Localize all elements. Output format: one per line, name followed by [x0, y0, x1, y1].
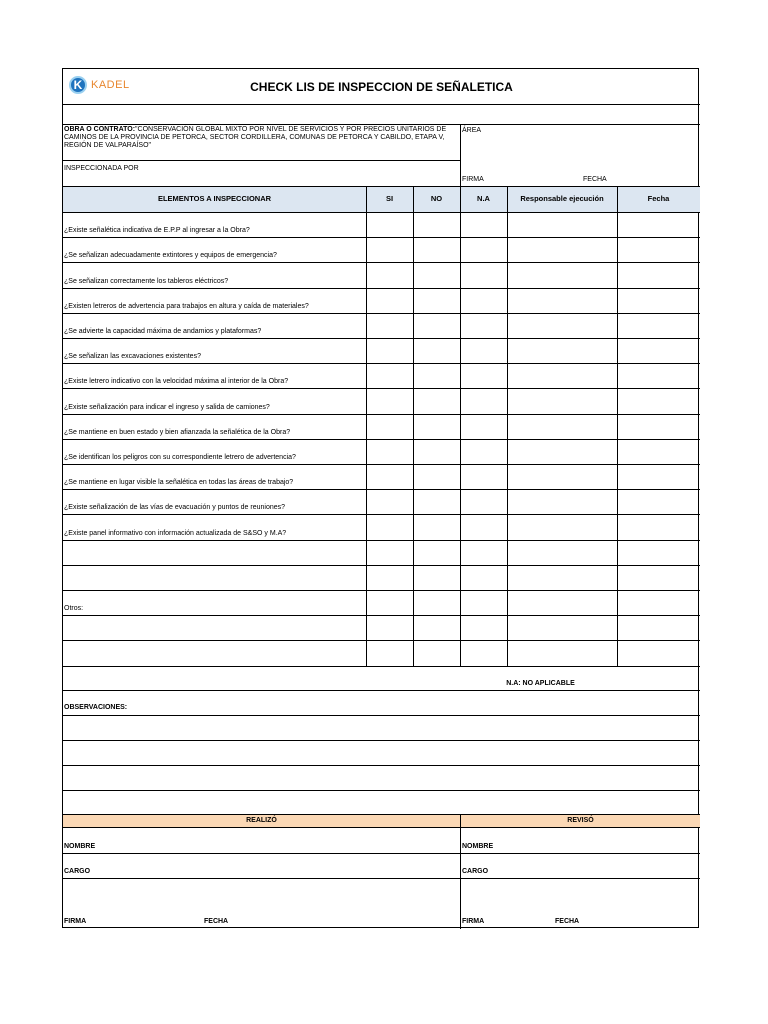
- realizo-fecha-label: FECHA: [204, 918, 229, 925]
- reviso-fecha-label: FECHA: [555, 918, 580, 925]
- cell-si[interactable]: [367, 514, 413, 539]
- cell-si[interactable]: [367, 590, 413, 615]
- cell-responsable[interactable]: [508, 540, 617, 565]
- cell-no[interactable]: [414, 565, 460, 590]
- cell-na[interactable]: [461, 313, 507, 338]
- cell-si[interactable]: [367, 313, 413, 338]
- cell-fecha[interactable]: [618, 414, 700, 439]
- cell-na[interactable]: [461, 540, 507, 565]
- cell-si[interactable]: [367, 565, 413, 590]
- question-text: ¿Se señalizan las excavaciones existentes?: [64, 353, 201, 361]
- question-text: ¿Se mantiene en lugar visible la señalética en todas las áreas de trabajo?: [64, 479, 294, 487]
- cell-responsable[interactable]: [508, 262, 617, 287]
- table-row: [63, 464, 700, 489]
- cell-si[interactable]: [367, 414, 413, 439]
- firma-label: FIRMA: [462, 176, 484, 183]
- question-text: ¿Se mantiene en buen estado y bien afianzada la señalética de la Obra?: [64, 428, 291, 436]
- cell-responsable[interactable]: [508, 590, 617, 615]
- cell-na[interactable]: [461, 590, 507, 615]
- cell-responsable[interactable]: [508, 565, 617, 590]
- kadel-logo-icon: K: [69, 76, 87, 94]
- cell-si[interactable]: [367, 338, 413, 363]
- cell-no[interactable]: [414, 640, 460, 665]
- question-text: ¿Existen letreros de advertencia para trabajos en altura y caída de materiales?: [64, 302, 309, 310]
- cell-responsable[interactable]: [508, 363, 617, 388]
- cell-fecha[interactable]: [618, 288, 700, 313]
- table-row: [63, 363, 700, 388]
- question-text: ¿Existe señalización de las vías de evacuación y puntos de reuniones?: [64, 504, 286, 512]
- table-row: [63, 640, 700, 665]
- table-row: [63, 313, 700, 338]
- observaciones-label: OBSERVACIONES:: [64, 704, 128, 711]
- cell-fecha[interactable]: [618, 565, 700, 590]
- cell-responsable[interactable]: [508, 288, 617, 313]
- cell-si[interactable]: [367, 464, 413, 489]
- realizo-label: REALIZÓ: [246, 817, 277, 824]
- cell-responsable[interactable]: [508, 388, 617, 413]
- cell-no[interactable]: [414, 363, 460, 388]
- cell-si[interactable]: [367, 237, 413, 262]
- obra-contrato: OBRA O CONTRATO:"CONSERVACIÓN GLOBAL MIXTO POR NIVEL DE SERVICIOS Y POR PRECIOS UNITARIOS DE CAMINOS DE LA PROVINCIA DE PETORCA, SECTOR CORDILLERA, COMUNAS DE PETORCA Y CABILDO, ETAPA V, REGIÓN DE VALPARAÍSO": [64, 126, 447, 149]
- table-row: [63, 288, 700, 313]
- cell-no[interactable]: [414, 237, 460, 262]
- cell-fecha[interactable]: [618, 514, 700, 539]
- cell-na[interactable]: [461, 640, 507, 665]
- question-text: ¿Se advierte la capacidad máxima de andamios y plataformas?: [64, 327, 262, 335]
- cell-no[interactable]: [414, 590, 460, 615]
- cell-fecha[interactable]: [618, 640, 700, 665]
- na-note: N.A: NO APLICABLE: [506, 680, 575, 687]
- table-row: [63, 590, 700, 615]
- cell-fecha[interactable]: [618, 489, 700, 514]
- question-text: ¿Existe letrero indicativo con la velocidad máxima al interior de la Obra?: [64, 378, 289, 386]
- table-row: [63, 540, 700, 565]
- realizo-nombre-label: NOMBRE: [64, 843, 96, 850]
- cell-responsable[interactable]: [508, 439, 617, 464]
- cell-si[interactable]: [367, 212, 413, 237]
- table-row: [63, 212, 700, 237]
- table-row: [63, 514, 700, 539]
- cell-no[interactable]: [414, 439, 460, 464]
- cell-na[interactable]: [461, 212, 507, 237]
- header-na: N.A: [477, 194, 490, 203]
- cell-si[interactable]: [367, 388, 413, 413]
- cell-responsable[interactable]: [508, 338, 617, 363]
- area-label: ÁREA: [462, 127, 482, 134]
- cell-no[interactable]: [414, 338, 460, 363]
- cell-na[interactable]: [461, 565, 507, 590]
- reviso-nombre-label: NOMBRE: [462, 843, 494, 850]
- cell-na[interactable]: [461, 288, 507, 313]
- question-text: ¿Existe señalética indicativa de E.P.P al ingresar a la Obra?: [64, 227, 250, 235]
- cell-fecha[interactable]: [618, 338, 700, 363]
- cell-na[interactable]: [461, 414, 507, 439]
- cell-fecha[interactable]: [618, 590, 700, 615]
- cell-no[interactable]: [414, 388, 460, 413]
- cell-no[interactable]: [414, 615, 460, 640]
- cell-si[interactable]: [367, 640, 413, 665]
- table-row: [63, 262, 700, 287]
- cell-responsable[interactable]: [508, 640, 617, 665]
- page-title: CHECK LIS DE INSPECCION DE SEÑALETICA: [250, 80, 513, 94]
- cell-na[interactable]: [461, 464, 507, 489]
- table-row: [63, 565, 700, 590]
- cell-si[interactable]: [367, 439, 413, 464]
- cell-responsable[interactable]: [508, 489, 617, 514]
- table-row: [63, 237, 700, 262]
- cell-si[interactable]: [367, 363, 413, 388]
- question-text: ¿Se señalizan adecuadamente extintores y equipos de emergencia?: [64, 252, 277, 260]
- cell-si[interactable]: [367, 262, 413, 287]
- table-row: [63, 338, 700, 363]
- logo-text: KADEL: [91, 79, 130, 91]
- header-no: NO: [430, 194, 443, 203]
- reviso-firma-label: FIRMA: [462, 918, 485, 925]
- cell-fecha[interactable]: [618, 540, 700, 565]
- cell-no[interactable]: [414, 212, 460, 237]
- cell-fecha[interactable]: [618, 212, 700, 237]
- cell-si[interactable]: [367, 288, 413, 313]
- cell-na[interactable]: [461, 489, 507, 514]
- inspection-sheet: [62, 68, 699, 928]
- question-text: Otros:: [64, 605, 84, 613]
- cell-responsable[interactable]: [508, 464, 617, 489]
- question-text: ¿Existe señalización para indicar el ingreso y salida de camiones?: [64, 403, 270, 411]
- cell-si[interactable]: [367, 615, 413, 640]
- cell-no[interactable]: [414, 464, 460, 489]
- cell-fecha[interactable]: [618, 363, 700, 388]
- fecha-label: FECHA: [583, 176, 607, 183]
- cell-fecha[interactable]: [618, 388, 700, 413]
- cell-fecha[interactable]: [618, 439, 700, 464]
- cell-na[interactable]: [461, 388, 507, 413]
- table-row: [63, 439, 700, 464]
- cell-na[interactable]: [461, 514, 507, 539]
- cell-responsable[interactable]: [508, 212, 617, 237]
- cell-no[interactable]: [414, 540, 460, 565]
- cell-na[interactable]: [461, 338, 507, 363]
- table-row: [63, 388, 700, 413]
- reviso-label: REVISÓ: [567, 817, 594, 824]
- cell-no[interactable]: [414, 313, 460, 338]
- table-row: [63, 489, 700, 514]
- cell-na[interactable]: [461, 237, 507, 262]
- header-responsable: Responsable ejecución: [520, 194, 604, 203]
- inspeccionada-label: INSPECCIONADA POR: [64, 165, 139, 172]
- header-fecha: Fecha: [647, 194, 670, 203]
- cell-si[interactable]: [367, 489, 413, 514]
- table-row: [63, 414, 700, 439]
- cell-responsable[interactable]: [508, 237, 617, 262]
- cell-responsable[interactable]: [508, 414, 617, 439]
- cell-responsable[interactable]: [508, 313, 617, 338]
- table-row: [63, 615, 700, 640]
- cell-no[interactable]: [414, 514, 460, 539]
- realizo-cargo-label: CARGO: [64, 868, 91, 875]
- cell-na[interactable]: [461, 439, 507, 464]
- cell-fecha[interactable]: [618, 237, 700, 262]
- cell-fecha[interactable]: [618, 262, 700, 287]
- cell-si[interactable]: [367, 540, 413, 565]
- cell-fecha[interactable]: [618, 464, 700, 489]
- cell-no[interactable]: [414, 288, 460, 313]
- cell-na[interactable]: [461, 262, 507, 287]
- question-text: ¿Existe panel informativo con información actualizada de S&SO y M.A?: [64, 529, 287, 537]
- cell-no[interactable]: [414, 262, 460, 287]
- realizo-firma-label: FIRMA: [64, 918, 87, 925]
- cell-na[interactable]: [461, 363, 507, 388]
- question-text: ¿Se señalizan correctamente los tableros eléctricos?: [64, 277, 229, 285]
- cell-responsable[interactable]: [508, 514, 617, 539]
- header-elementos: ELEMENTOS A INSPECCIONAR: [157, 194, 272, 203]
- cell-responsable[interactable]: [508, 615, 617, 640]
- cell-fecha[interactable]: [618, 313, 700, 338]
- cell-na[interactable]: [461, 615, 507, 640]
- question-text: ¿Se identifican los peligros con su correspondiente letrero de advertencia?: [64, 453, 296, 461]
- reviso-cargo-label: CARGO: [462, 868, 489, 875]
- cell-no[interactable]: [414, 414, 460, 439]
- cell-no[interactable]: [414, 489, 460, 514]
- cell-fecha[interactable]: [618, 615, 700, 640]
- header-si: SI: [385, 194, 394, 203]
